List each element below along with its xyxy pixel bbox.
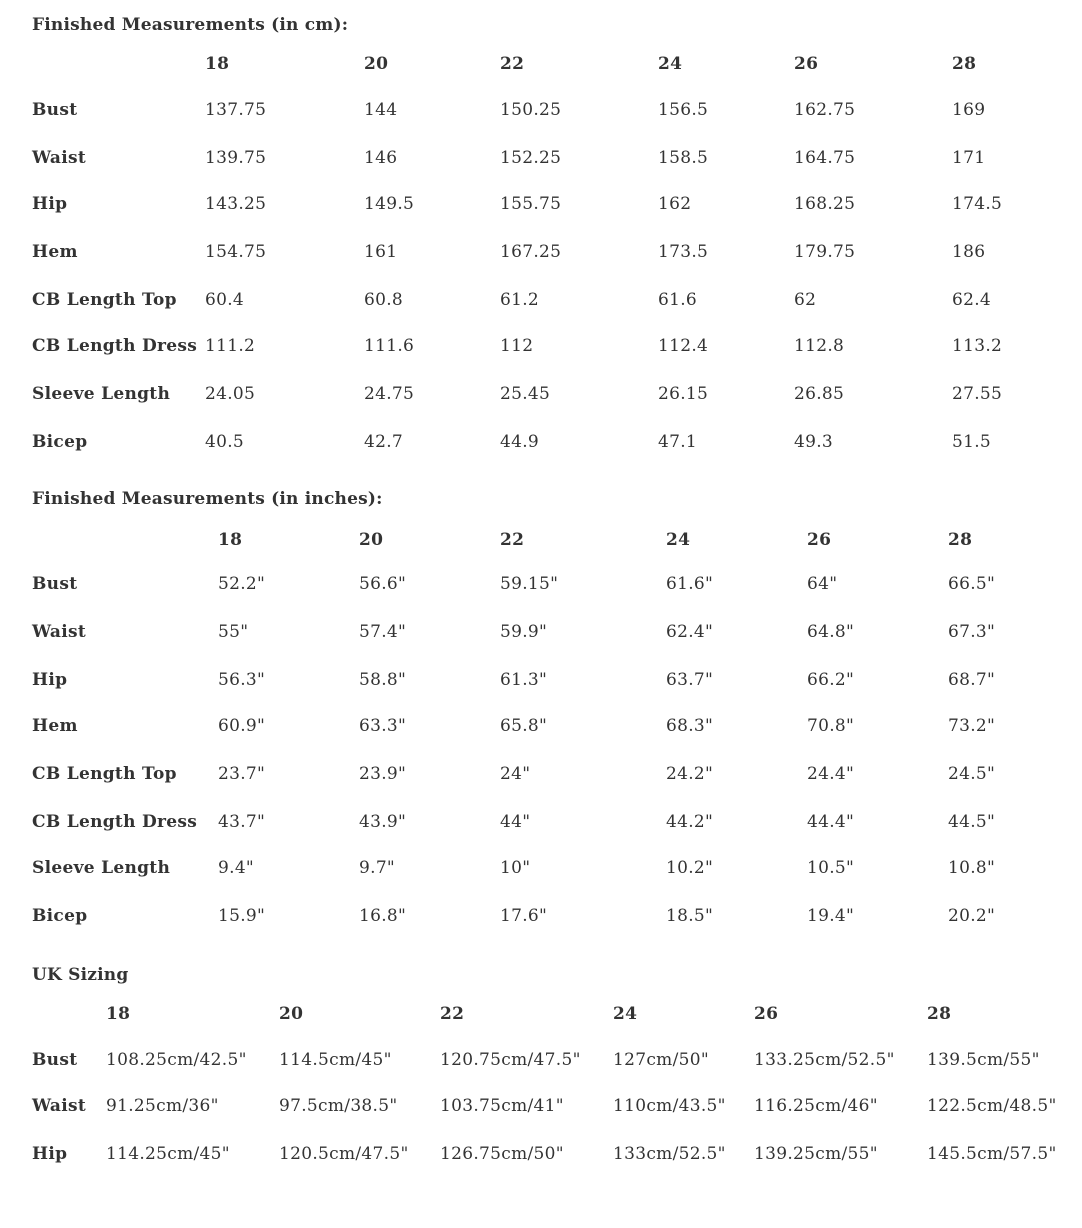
table-cell: 68.7" bbox=[948, 670, 996, 690]
table-cell: 150.25 bbox=[500, 100, 562, 120]
table-cell: 144 bbox=[364, 100, 398, 120]
table-cell: 24.4" bbox=[807, 764, 855, 784]
uk-sizing-title: UK Sizing bbox=[32, 965, 129, 985]
table-cell: 42.7 bbox=[364, 432, 404, 452]
table-cell: 137.75 bbox=[205, 100, 267, 120]
table-cell: 173.5 bbox=[658, 242, 709, 262]
size-header: 24 bbox=[666, 530, 691, 550]
table-cell: 59.15" bbox=[500, 574, 559, 594]
table-cell: 112.4 bbox=[658, 336, 709, 356]
table-cell: 62 bbox=[794, 290, 817, 310]
table-cell: 158.5 bbox=[658, 148, 709, 168]
table-cell: 26.85 bbox=[794, 384, 845, 404]
table-cell: 10.8" bbox=[948, 858, 996, 878]
table-cell: 19.4" bbox=[807, 906, 855, 926]
size-header: 22 bbox=[440, 1004, 465, 1024]
table-cell: 156.5 bbox=[658, 100, 709, 120]
table-cell: 24" bbox=[500, 764, 531, 784]
row-label: Bust bbox=[32, 100, 78, 120]
table-cell: 112 bbox=[500, 336, 534, 356]
table-cell: 155.75 bbox=[500, 194, 562, 214]
table-cell: 127cm/50" bbox=[613, 1050, 709, 1070]
size-header: 20 bbox=[359, 530, 384, 550]
row-label: Sleeve Length bbox=[32, 384, 171, 404]
row-label: Hip bbox=[32, 670, 68, 690]
size-header: 20 bbox=[279, 1004, 304, 1024]
table-cell: 114.5cm/45" bbox=[279, 1050, 392, 1070]
table-cell: 171 bbox=[952, 148, 986, 168]
table-cell: 139.5cm/55" bbox=[927, 1050, 1040, 1070]
size-header: 22 bbox=[500, 54, 525, 74]
table-cell: 152.25 bbox=[500, 148, 562, 168]
table-cell: 43.7" bbox=[218, 812, 266, 832]
table-cell: 161 bbox=[364, 242, 398, 262]
table-cell: 114.25cm/45" bbox=[106, 1144, 230, 1164]
table-cell: 64" bbox=[807, 574, 838, 594]
row-label: Waist bbox=[32, 148, 87, 168]
row-label: Hip bbox=[32, 194, 68, 214]
row-label: Bust bbox=[32, 1050, 78, 1070]
table-cell: 145.5cm/57.5" bbox=[927, 1144, 1057, 1164]
table-cell: 44.9 bbox=[500, 432, 540, 452]
table-cell: 73.2" bbox=[948, 716, 996, 736]
size-header: 26 bbox=[754, 1004, 779, 1024]
size-header: 20 bbox=[364, 54, 389, 74]
table-cell: 23.7" bbox=[218, 764, 266, 784]
table-cell: 47.1 bbox=[658, 432, 698, 452]
table-cell: 24.5" bbox=[948, 764, 996, 784]
row-label: Waist bbox=[32, 1096, 87, 1116]
row-label: Bicep bbox=[32, 432, 88, 452]
table-cell: 44.2" bbox=[666, 812, 714, 832]
row-label: Sleeve Length bbox=[32, 858, 171, 878]
table-cell: 133.25cm/52.5" bbox=[754, 1050, 895, 1070]
table-cell: 24.2" bbox=[666, 764, 714, 784]
table-cell: 174.5 bbox=[952, 194, 1003, 214]
table-cell: 133cm/52.5" bbox=[613, 1144, 726, 1164]
table-cell: 61.2 bbox=[500, 290, 540, 310]
table-cell: 111.6 bbox=[364, 336, 415, 356]
size-header: 28 bbox=[927, 1004, 952, 1024]
table-cell: 60.9" bbox=[218, 716, 266, 736]
table-cell: 162.75 bbox=[794, 100, 856, 120]
table-cell: 103.75cm/41" bbox=[440, 1096, 564, 1116]
table-cell: 56.6" bbox=[359, 574, 407, 594]
table-cell: 57.4" bbox=[359, 622, 407, 642]
row-label: Bicep bbox=[32, 906, 88, 926]
size-header: 18 bbox=[218, 530, 243, 550]
table-cell: 66.5" bbox=[948, 574, 996, 594]
table-cell: 149.5 bbox=[364, 194, 415, 214]
row-label: CB Length Dress bbox=[32, 336, 198, 356]
row-label: Bust bbox=[32, 574, 78, 594]
table-cell: 66.2" bbox=[807, 670, 855, 690]
table-cell: 168.25 bbox=[794, 194, 856, 214]
row-label: CB Length Dress bbox=[32, 812, 198, 832]
table-cell: 60.4 bbox=[205, 290, 245, 310]
table-cell: 112.8 bbox=[794, 336, 845, 356]
row-label: Waist bbox=[32, 622, 87, 642]
table-cell: 146 bbox=[364, 148, 398, 168]
table-cell: 58.8" bbox=[359, 670, 407, 690]
size-header: 18 bbox=[106, 1004, 131, 1024]
size-header: 26 bbox=[794, 54, 819, 74]
table-cell: 186 bbox=[952, 242, 986, 262]
table-cell: 10.2" bbox=[666, 858, 714, 878]
size-header: 28 bbox=[948, 530, 973, 550]
table-cell: 110cm/43.5" bbox=[613, 1096, 726, 1116]
table-cell: 162 bbox=[658, 194, 692, 214]
table-cell: 126.75cm/50" bbox=[440, 1144, 564, 1164]
table-cell: 27.55 bbox=[952, 384, 1003, 404]
table-cell: 18.5" bbox=[666, 906, 714, 926]
table-cell: 15.9" bbox=[218, 906, 266, 926]
table-cell: 60.8 bbox=[364, 290, 404, 310]
table-cell: 91.25cm/36" bbox=[106, 1096, 219, 1116]
table-cell: 63.7" bbox=[666, 670, 714, 690]
table-cell: 17.6" bbox=[500, 906, 548, 926]
table-cell: 25.45 bbox=[500, 384, 551, 404]
table-cell: 113.2 bbox=[952, 336, 1003, 356]
size-header: 18 bbox=[205, 54, 230, 74]
table-cell: 62.4 bbox=[952, 290, 992, 310]
table-cell: 65.8" bbox=[500, 716, 548, 736]
table-cell: 120.75cm/47.5" bbox=[440, 1050, 581, 1070]
table-cell: 10.5" bbox=[807, 858, 855, 878]
table-cell: 164.75 bbox=[794, 148, 856, 168]
table-cell: 122.5cm/48.5" bbox=[927, 1096, 1057, 1116]
table-cell: 44.4" bbox=[807, 812, 855, 832]
table-cell: 120.5cm/47.5" bbox=[279, 1144, 409, 1164]
table-cell: 24.75 bbox=[364, 384, 415, 404]
row-label: CB Length Top bbox=[32, 764, 177, 784]
table-cell: 64.8" bbox=[807, 622, 855, 642]
row-label: Hem bbox=[32, 242, 78, 262]
table-cell: 52.2" bbox=[218, 574, 266, 594]
table-cell: 49.3 bbox=[794, 432, 834, 452]
table-cell: 61.3" bbox=[500, 670, 548, 690]
table-cell: 44.5" bbox=[948, 812, 996, 832]
row-label: Hip bbox=[32, 1144, 68, 1164]
table-cell: 24.05 bbox=[205, 384, 256, 404]
table-cell: 97.5cm/38.5" bbox=[279, 1096, 398, 1116]
table-cell: 20.2" bbox=[948, 906, 996, 926]
table-cell: 68.3" bbox=[666, 716, 714, 736]
table-cell: 62.4" bbox=[666, 622, 714, 642]
table-cell: 55" bbox=[218, 622, 249, 642]
cm-table-title: Finished Measurements (in cm): bbox=[32, 15, 349, 35]
table-cell: 139.75 bbox=[205, 148, 267, 168]
row-label: Hem bbox=[32, 716, 78, 736]
table-cell: 169 bbox=[952, 100, 986, 120]
table-cell: 63.3" bbox=[359, 716, 407, 736]
table-cell: 23.9" bbox=[359, 764, 407, 784]
size-header: 24 bbox=[658, 54, 683, 74]
table-cell: 61.6" bbox=[666, 574, 714, 594]
table-cell: 51.5 bbox=[952, 432, 992, 452]
table-cell: 70.8" bbox=[807, 716, 855, 736]
size-header: 24 bbox=[613, 1004, 638, 1024]
table-cell: 67.3" bbox=[948, 622, 996, 642]
table-cell: 143.25 bbox=[205, 194, 267, 214]
table-cell: 167.25 bbox=[500, 242, 562, 262]
row-label: CB Length Top bbox=[32, 290, 177, 310]
table-cell: 59.9" bbox=[500, 622, 548, 642]
table-cell: 116.25cm/46" bbox=[754, 1096, 878, 1116]
size-header: 22 bbox=[500, 530, 525, 550]
table-cell: 139.25cm/55" bbox=[754, 1144, 878, 1164]
table-cell: 16.8" bbox=[359, 906, 407, 926]
table-cell: 43.9" bbox=[359, 812, 407, 832]
table-cell: 40.5 bbox=[205, 432, 245, 452]
table-cell: 154.75 bbox=[205, 242, 267, 262]
size-header: 28 bbox=[952, 54, 977, 74]
table-cell: 10" bbox=[500, 858, 531, 878]
size-header: 26 bbox=[807, 530, 832, 550]
table-cell: 108.25cm/42.5" bbox=[106, 1050, 247, 1070]
table-cell: 111.2 bbox=[205, 336, 256, 356]
table-cell: 9.7" bbox=[359, 858, 396, 878]
table-cell: 26.15 bbox=[658, 384, 709, 404]
table-cell: 44" bbox=[500, 812, 531, 832]
table-cell: 61.6 bbox=[658, 290, 698, 310]
table-cell: 56.3" bbox=[218, 670, 266, 690]
table-cell: 179.75 bbox=[794, 242, 856, 262]
table-cell: 9.4" bbox=[218, 858, 255, 878]
inch-table-title: Finished Measurements (in inches): bbox=[32, 489, 383, 509]
